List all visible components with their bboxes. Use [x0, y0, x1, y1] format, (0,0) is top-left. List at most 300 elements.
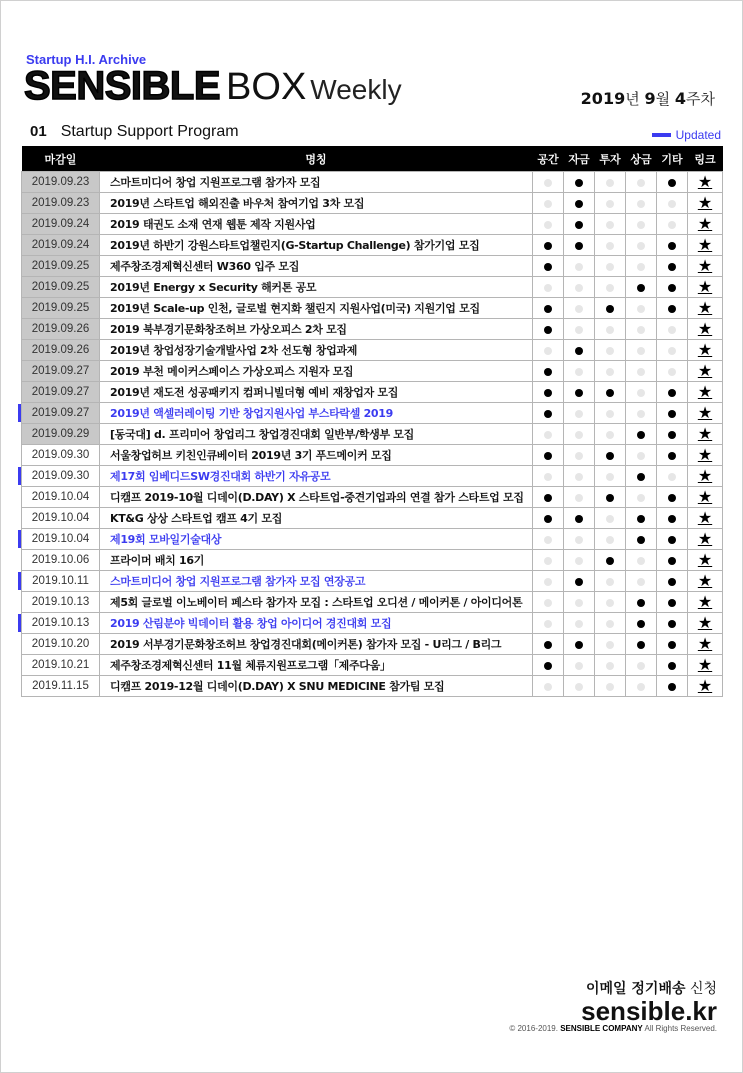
invest-cell: [595, 592, 626, 613]
section-label: Startup Support Program: [60, 123, 239, 140]
fund-cell: [564, 676, 595, 697]
filled-dot-icon: [668, 452, 676, 460]
table-row: [22, 193, 723, 214]
deadline-cell: 2019.09.23: [22, 193, 100, 214]
filled-dot-icon: [606, 494, 614, 502]
deadline-cell: 2019.10.21: [22, 655, 100, 676]
table-row: [22, 466, 723, 487]
program-title: 2019년 Energy x Security 해커톤 공모: [100, 277, 533, 298]
table-row: [22, 382, 723, 403]
etc-cell: [657, 466, 688, 487]
copyright: © 2016-2019. SENSIBLE COMPANY All Rights Reserved.: [509, 1024, 717, 1033]
filled-dot-icon: [544, 305, 552, 313]
empty-dot-icon: [668, 347, 676, 355]
prize-cell: [626, 571, 657, 592]
filled-dot-icon: [637, 536, 645, 544]
link-cell[interactable]: [688, 172, 723, 193]
empty-dot-icon: [637, 263, 645, 271]
star-link-icon[interactable]: ★: [697, 193, 713, 212]
program-title: 2019 부천 메이커스페이스 가상오피스 지원자 모집: [100, 361, 533, 382]
empty-dot-icon: [637, 578, 645, 586]
prize-cell: [626, 592, 657, 613]
program-title: 2019 서부경기문화창조허브 창업경진대회(메이커톤) 참가자 모집 - U리그 / B리그: [100, 634, 533, 655]
etc-cell: [657, 319, 688, 340]
deadline-cell: 2019.09.30: [22, 445, 100, 466]
deadline-cell: 2019.09.25: [22, 256, 100, 277]
star-link-icon[interactable]: ★: [697, 550, 713, 569]
col-invest: 투자: [595, 146, 626, 172]
empty-dot-icon: [637, 494, 645, 502]
deadline-cell: 2019.09.27: [22, 382, 100, 403]
deadline-cell: 2019.10.11: [22, 571, 100, 592]
deadline-cell: 2019.09.30: [22, 466, 100, 487]
filled-dot-icon: [668, 284, 676, 292]
table-row: [22, 214, 723, 235]
col-fund: 자금: [564, 146, 595, 172]
empty-dot-icon: [575, 683, 583, 691]
link-cell[interactable]: [688, 298, 723, 319]
filled-dot-icon: [575, 578, 583, 586]
etc-cell: [657, 214, 688, 235]
empty-dot-icon: [606, 599, 614, 607]
star-link-icon[interactable]: ★: [697, 298, 713, 317]
star-link-icon[interactable]: ★: [697, 466, 713, 485]
empty-dot-icon: [606, 221, 614, 229]
empty-dot-icon: [606, 620, 614, 628]
invest-cell: [595, 424, 626, 445]
col-link: 링크: [688, 146, 723, 172]
filled-dot-icon: [668, 620, 676, 628]
space-cell: [533, 466, 564, 487]
invest-cell: [595, 403, 626, 424]
link-cell[interactable]: [688, 508, 723, 529]
empty-dot-icon: [637, 662, 645, 670]
fund-cell: [564, 277, 595, 298]
prize-cell: [626, 340, 657, 361]
fund-cell: [564, 571, 595, 592]
deadline-cell: 2019.10.20: [22, 634, 100, 655]
col-prize: 상금: [626, 146, 657, 172]
table-row: [22, 277, 723, 298]
filled-dot-icon: [668, 683, 676, 691]
star-link-icon[interactable]: ★: [697, 172, 713, 191]
email-subscribe-link[interactable]: 이메일 정기배송 신청: [585, 981, 717, 997]
deadline-cell: 2019.11.15: [22, 676, 100, 697]
star-link-icon[interactable]: ★: [697, 235, 713, 254]
program-title: [동국대] d. 프리미어 창업리그 창업경진대회 일반부/학생부 모집: [100, 424, 533, 445]
space-cell: [533, 361, 564, 382]
filled-dot-icon: [668, 515, 676, 523]
space-cell: [533, 571, 564, 592]
invest-cell: [595, 382, 626, 403]
table-row: [22, 571, 723, 592]
empty-dot-icon: [575, 263, 583, 271]
fund-cell: [564, 361, 595, 382]
empty-dot-icon: [637, 305, 645, 313]
empty-dot-icon: [544, 431, 552, 439]
empty-dot-icon: [637, 347, 645, 355]
empty-dot-icon: [544, 284, 552, 292]
table-row: [22, 592, 723, 613]
empty-dot-icon: [668, 200, 676, 208]
link-cell[interactable]: [688, 193, 723, 214]
fund-cell: [564, 466, 595, 487]
table-row: [22, 655, 723, 676]
empty-dot-icon: [637, 179, 645, 187]
link-cell[interactable]: [688, 550, 723, 571]
empty-dot-icon: [544, 599, 552, 607]
star-link-icon[interactable]: ★: [697, 424, 713, 443]
section-title: [30, 123, 239, 141]
filled-dot-icon: [575, 515, 583, 523]
filled-dot-icon: [637, 473, 645, 481]
table-row: [22, 634, 723, 655]
empty-dot-icon: [606, 326, 614, 334]
empty-dot-icon: [606, 515, 614, 523]
program-title: 스마트미디어 창업 지원프로그램 참가자 모집 연장공고: [100, 571, 533, 592]
filled-dot-icon: [575, 200, 583, 208]
filled-dot-icon: [544, 452, 552, 460]
empty-dot-icon: [637, 557, 645, 565]
star-link-icon[interactable]: ★: [697, 256, 713, 275]
prize-cell: [626, 676, 657, 697]
prize-cell: [626, 235, 657, 256]
star-link-icon[interactable]: ★: [697, 445, 713, 464]
link-cell[interactable]: [688, 382, 723, 403]
star-link-icon[interactable]: ★: [697, 277, 713, 296]
space-cell: [533, 256, 564, 277]
fund-cell: [564, 655, 595, 676]
star-link-icon[interactable]: ★: [697, 382, 713, 401]
program-title: 2019년 하반기 강원스타트업챌린지(G-Startup Challenge) 참가기업 모집: [100, 235, 533, 256]
program-title: 2019 산림분야 빅데이터 활용 창업 아이디어 경진대회 모집: [100, 613, 533, 634]
empty-dot-icon: [575, 305, 583, 313]
link-cell[interactable]: [688, 256, 723, 277]
invest-cell: [595, 361, 626, 382]
updated-marker: [18, 614, 21, 632]
space-cell: [533, 676, 564, 697]
star-link-icon[interactable]: ★: [697, 613, 713, 632]
empty-dot-icon: [606, 242, 614, 250]
brand-bold: SENSIBLE: [24, 64, 221, 108]
empty-dot-icon: [637, 368, 645, 376]
link-cell[interactable]: [688, 319, 723, 340]
fund-cell: [564, 403, 595, 424]
etc-cell: [657, 571, 688, 592]
star-link-icon[interactable]: ★: [697, 361, 713, 380]
deadline-cell: 2019.10.04: [22, 508, 100, 529]
fund-cell: [564, 634, 595, 655]
star-link-icon[interactable]: ★: [697, 592, 713, 611]
prize-cell: [626, 319, 657, 340]
deadline-cell: 2019.09.25: [22, 298, 100, 319]
deadline-cell: 2019.10.04: [22, 529, 100, 550]
filled-dot-icon: [544, 368, 552, 376]
program-title: 2019년 Scale-up 인천, 글로벌 현지화 챌린지 지원사업(미국) 지원기업 모집: [100, 298, 533, 319]
program-title: KT&G 상상 스타트업 캠프 4기 모집: [100, 508, 533, 529]
empty-dot-icon: [575, 620, 583, 628]
link-cell[interactable]: [688, 277, 723, 298]
empty-dot-icon: [637, 200, 645, 208]
archive-label: Startup H.I. Archive: [26, 52, 147, 67]
filled-dot-icon: [668, 179, 676, 187]
filled-dot-icon: [544, 515, 552, 523]
invest-cell: [595, 634, 626, 655]
star-link-icon[interactable]: ★: [697, 508, 713, 527]
filled-dot-icon: [668, 305, 676, 313]
site-link[interactable]: sensible.kr: [581, 996, 717, 1026]
link-cell[interactable]: [688, 445, 723, 466]
filled-dot-icon: [544, 263, 552, 271]
empty-dot-icon: [637, 452, 645, 460]
link-cell[interactable]: [688, 361, 723, 382]
empty-dot-icon: [575, 368, 583, 376]
invest-cell: [595, 172, 626, 193]
table-row: [22, 403, 723, 424]
deadline-cell: 2019.10.13: [22, 613, 100, 634]
prize-cell: [626, 298, 657, 319]
filled-dot-icon: [606, 557, 614, 565]
deadline-cell: 2019.09.25: [22, 277, 100, 298]
etc-cell: [657, 172, 688, 193]
star-link-icon[interactable]: ★: [697, 403, 713, 422]
star-link-icon[interactable]: ★: [697, 487, 713, 506]
fund-cell: [564, 529, 595, 550]
prize-cell: [626, 193, 657, 214]
filled-dot-icon: [544, 641, 552, 649]
filled-dot-icon: [668, 662, 676, 670]
star-link-icon[interactable]: ★: [697, 634, 713, 653]
program-title: 2019 태권도 소재 연재 웹툰 제작 지원사업: [100, 214, 533, 235]
filled-dot-icon: [668, 431, 676, 439]
empty-dot-icon: [575, 452, 583, 460]
link-cell[interactable]: [688, 487, 723, 508]
program-title: 디캠프 2019-12월 디데이(D.DAY) X SNU MEDICINE 참가팀 모집: [100, 676, 533, 697]
fund-cell: [564, 235, 595, 256]
space-cell: [533, 382, 564, 403]
program-title: 2019년 창업성장기술개발사업 2차 선도형 창업과제: [100, 340, 533, 361]
empty-dot-icon: [544, 347, 552, 355]
filled-dot-icon: [544, 242, 552, 250]
filled-dot-icon: [575, 641, 583, 649]
table-header: [22, 146, 723, 172]
table-row: [22, 613, 723, 634]
fund-cell: [564, 172, 595, 193]
prize-cell: [626, 445, 657, 466]
etc-cell: [657, 655, 688, 676]
program-title: 제17회 임베디드SW경진대회 하반기 자유공모: [100, 466, 533, 487]
fund-cell: [564, 508, 595, 529]
empty-dot-icon: [606, 179, 614, 187]
empty-dot-icon: [575, 431, 583, 439]
space-cell: [533, 403, 564, 424]
filled-dot-icon: [637, 599, 645, 607]
empty-dot-icon: [544, 200, 552, 208]
link-cell[interactable]: [688, 676, 723, 697]
filled-dot-icon: [544, 662, 552, 670]
etc-cell: [657, 235, 688, 256]
invest-cell: [595, 487, 626, 508]
program-title: 2019 북부경기문화창조허브 가상오피스 2차 모집: [100, 319, 533, 340]
filled-dot-icon: [668, 242, 676, 250]
deadline-cell: 2019.09.24: [22, 214, 100, 235]
etc-cell: [657, 508, 688, 529]
space-cell: [533, 508, 564, 529]
space-cell: [533, 235, 564, 256]
col-title: 명칭: [100, 146, 533, 172]
empty-dot-icon: [575, 557, 583, 565]
filled-dot-icon: [544, 494, 552, 502]
col-etc: 기타: [657, 146, 688, 172]
space-cell: [533, 655, 564, 676]
link-cell[interactable]: [688, 214, 723, 235]
deadline-cell: 2019.09.26: [22, 340, 100, 361]
updated-legend-label: Updated: [675, 128, 721, 142]
deadline-cell: 2019.09.27: [22, 361, 100, 382]
brand-sub: Weekly: [310, 74, 402, 105]
section-number: 01: [30, 123, 47, 140]
star-link-icon[interactable]: ★: [697, 319, 713, 338]
etc-cell: [657, 424, 688, 445]
link-cell[interactable]: [688, 340, 723, 361]
empty-dot-icon: [575, 473, 583, 481]
filled-dot-icon: [668, 578, 676, 586]
prize-cell: [626, 613, 657, 634]
deadline-cell: 2019.10.13: [22, 592, 100, 613]
fund-cell: [564, 193, 595, 214]
filled-dot-icon: [668, 389, 676, 397]
filled-dot-icon: [606, 452, 614, 460]
table-row: [22, 256, 723, 277]
empty-dot-icon: [575, 599, 583, 607]
link-cell[interactable]: [688, 613, 723, 634]
col-space: 공간: [533, 146, 564, 172]
star-link-icon[interactable]: ★: [697, 214, 713, 233]
updated-legend: [652, 128, 721, 142]
empty-dot-icon: [544, 221, 552, 229]
prize-cell: [626, 466, 657, 487]
fund-cell: [564, 340, 595, 361]
space-cell: [533, 277, 564, 298]
link-cell[interactable]: [688, 655, 723, 676]
invest-cell: [595, 613, 626, 634]
etc-cell: [657, 298, 688, 319]
link-cell[interactable]: [688, 571, 723, 592]
empty-dot-icon: [606, 578, 614, 586]
invest-cell: [595, 193, 626, 214]
space-cell: [533, 424, 564, 445]
table-row: [22, 550, 723, 571]
link-cell[interactable]: [688, 466, 723, 487]
updated-marker: [18, 404, 21, 422]
filled-dot-icon: [606, 389, 614, 397]
program-title: 2019년 스타트업 해외진출 바우처 참여기업 3차 모집: [100, 193, 533, 214]
table-row: [22, 529, 723, 550]
empty-dot-icon: [544, 683, 552, 691]
brand-logo: [24, 66, 402, 106]
empty-dot-icon: [668, 326, 676, 334]
fund-cell: [564, 214, 595, 235]
prize-cell: [626, 382, 657, 403]
empty-dot-icon: [668, 221, 676, 229]
filled-dot-icon: [668, 410, 676, 418]
star-link-icon[interactable]: ★: [697, 676, 713, 695]
link-cell[interactable]: [688, 424, 723, 445]
deadline-cell: 2019.09.23: [22, 172, 100, 193]
program-title: 제주창조경제혁신센터 W360 입주 모집: [100, 256, 533, 277]
table-row: [22, 319, 723, 340]
empty-dot-icon: [637, 410, 645, 418]
program-title: 제19회 모바일기술대상: [100, 529, 533, 550]
space-cell: [533, 298, 564, 319]
table-row: [22, 487, 723, 508]
filled-dot-icon: [544, 326, 552, 334]
space-cell: [533, 172, 564, 193]
brand-light: BOX: [226, 66, 307, 108]
empty-dot-icon: [637, 221, 645, 229]
link-cell[interactable]: [688, 403, 723, 424]
table-row: [22, 298, 723, 319]
filled-dot-icon: [668, 536, 676, 544]
link-cell[interactable]: [688, 592, 723, 613]
program-title: 디캠프 2019-10월 디데이(D.DAY) X 스타트업-중견기업과의 연결 참가 스타트업 모집: [100, 487, 533, 508]
etc-cell: [657, 613, 688, 634]
filled-dot-icon: [668, 641, 676, 649]
space-cell: [533, 613, 564, 634]
issue-week: 2019년 9월 4주차: [580, 89, 715, 108]
filled-dot-icon: [544, 389, 552, 397]
filled-dot-icon: [668, 494, 676, 502]
filled-dot-icon: [637, 284, 645, 292]
fund-cell: [564, 550, 595, 571]
link-cell[interactable]: [688, 634, 723, 655]
deadline-cell: 2019.09.26: [22, 319, 100, 340]
table-row: [22, 361, 723, 382]
star-link-icon[interactable]: ★: [697, 571, 713, 590]
prize-cell: [626, 214, 657, 235]
invest-cell: [595, 277, 626, 298]
etc-cell: [657, 361, 688, 382]
empty-dot-icon: [606, 473, 614, 481]
prize-cell: [626, 361, 657, 382]
empty-dot-icon: [606, 200, 614, 208]
invest-cell: [595, 529, 626, 550]
link-cell[interactable]: [688, 529, 723, 550]
space-cell: [533, 592, 564, 613]
link-cell[interactable]: [688, 235, 723, 256]
fund-cell: [564, 445, 595, 466]
invest-cell: [595, 340, 626, 361]
table-row: [22, 340, 723, 361]
program-title: 제주창조경제혁신센터 11월 체류지원프로그램「제주다움」: [100, 655, 533, 676]
empty-dot-icon: [637, 242, 645, 250]
star-link-icon[interactable]: ★: [697, 655, 713, 674]
empty-dot-icon: [575, 326, 583, 334]
invest-cell: [595, 298, 626, 319]
table-row: [22, 508, 723, 529]
empty-dot-icon: [637, 326, 645, 334]
star-link-icon[interactable]: ★: [697, 340, 713, 359]
space-cell: [533, 529, 564, 550]
empty-dot-icon: [606, 368, 614, 376]
updated-marker: [18, 572, 21, 590]
star-link-icon[interactable]: ★: [697, 529, 713, 548]
space-cell: [533, 340, 564, 361]
etc-cell: [657, 592, 688, 613]
empty-dot-icon: [668, 368, 676, 376]
invest-cell: [595, 508, 626, 529]
filled-dot-icon: [668, 263, 676, 271]
